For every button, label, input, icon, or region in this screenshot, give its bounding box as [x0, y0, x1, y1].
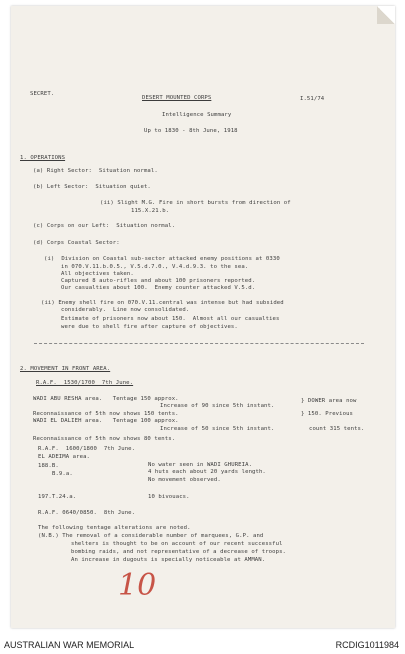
- movement-line: B.9.a.: [52, 471, 73, 477]
- unit-title: DESERT MOUNTED CORPS: [142, 95, 212, 101]
- operations-line: (i) Division on Coastal sub-sector attacked enemy positions at 0330: [44, 256, 280, 262]
- movement-line: No water seen in WADI GHUREIA.: [148, 462, 253, 468]
- movement-line: R.A.F. 1600/1800 7th June.: [38, 446, 136, 452]
- movement-line: EL ADEIMA area.: [38, 454, 91, 460]
- movement-line: (N.B.) The removal of a considerable number of marquees, G.P. and: [38, 533, 264, 539]
- movement-line: } DOWER area now: [301, 398, 357, 404]
- footer-id: RCDIG1011984: [335, 640, 399, 650]
- classification-label: SECRET.: [30, 91, 55, 97]
- reference-number: I.51/74: [300, 96, 325, 102]
- operations-line: (ii) Slight M.G. Fire in short bursts from direction of: [100, 200, 291, 206]
- movement-line: 10 bivouacs.: [148, 494, 190, 500]
- movement-line: bombing raids, and not representative of a decrease of troops.: [71, 549, 286, 555]
- section-divider: [34, 343, 364, 344]
- operations-line: Our casualties about 100. Enemy counter attacked V.5.d.: [61, 285, 256, 291]
- operations-line: (ii) Enemy shell fire on 070.V.11.central was intense but had subsided: [41, 300, 284, 306]
- page-fold: [377, 6, 395, 24]
- operations-line: were due to shell fire after capture of objectives.: [61, 324, 238, 330]
- movement-line: Increase of 90 since 5th instant.: [160, 403, 275, 409]
- date-line: Up to 1830 - 8th June, 1918: [144, 128, 238, 134]
- movement-line: WADI ABU RESHA area. Tentage 150 approx.: [33, 396, 179, 402]
- movement-line: WADI EL DALIEH area. Tentage 100 approx.: [33, 418, 179, 424]
- movement-line: Increase of 50 since 5th instant.: [160, 426, 275, 432]
- operations-heading: 1. OPERATIONS: [20, 155, 66, 161]
- operations-line: (d) Corps Coastal Sector:: [33, 240, 120, 246]
- operations-line: Captured 8 auto-rifles and about 100 prisoners reported.: [61, 278, 256, 284]
- movement-line: Reconnaissance of 5th now shows 150 tents.: [33, 411, 179, 417]
- movement-line: 4 huts each about 20 yards length.: [148, 469, 266, 475]
- movement-heading: 2. MOVEMENT IN FRONT AREA.: [20, 366, 111, 372]
- operations-line: (a) Right Sector: Situation normal.: [33, 168, 158, 174]
- operations-line: All objectives taken.: [61, 271, 134, 277]
- document-title: Intelligence Summary: [162, 112, 232, 118]
- movement-line: shelters is thought to be on account of our recent successful: [71, 541, 283, 547]
- movement-line: 197.T.24.a.: [38, 494, 77, 500]
- footer-source: AUSTRALIAN WAR MEMORIAL: [4, 640, 135, 650]
- movement-line: 188.B.: [38, 463, 59, 469]
- movement-line: R.A.F. 1530/1700 7th June.: [36, 380, 134, 386]
- movement-line: The following tentage alterations are noted.: [38, 525, 191, 531]
- handwritten-page-number: 10: [118, 568, 157, 603]
- operations-line: (b) Left Sector: Situation quiet.: [33, 184, 151, 190]
- operations-line: (c) Corps on our Left: Situation normal.: [33, 223, 176, 229]
- operations-line: 115.X.21.b.: [131, 208, 170, 214]
- operations-line: in 070.V.11.b.0.5., V.5.d.7.0., V.4.d.9.3. to the sea.: [61, 264, 249, 270]
- movement-line: } 150. Previous: [301, 411, 354, 417]
- movement-line: count 315 tents.: [309, 426, 365, 432]
- movement-line: An increase in dugouts is specially noticeable at AMMAN.: [71, 557, 266, 563]
- movement-line: No movement observed.: [148, 477, 221, 483]
- movement-line: Reconnaissance of 5th now shows 80 tents.: [33, 436, 176, 442]
- operations-line: Estimate of prisoners now about 150. Almost all our casualties: [61, 316, 280, 322]
- operations-line: considerably. Line now consolidated.: [61, 307, 190, 313]
- movement-line: R.A.F. 0640/0850. 8th June.: [38, 510, 136, 516]
